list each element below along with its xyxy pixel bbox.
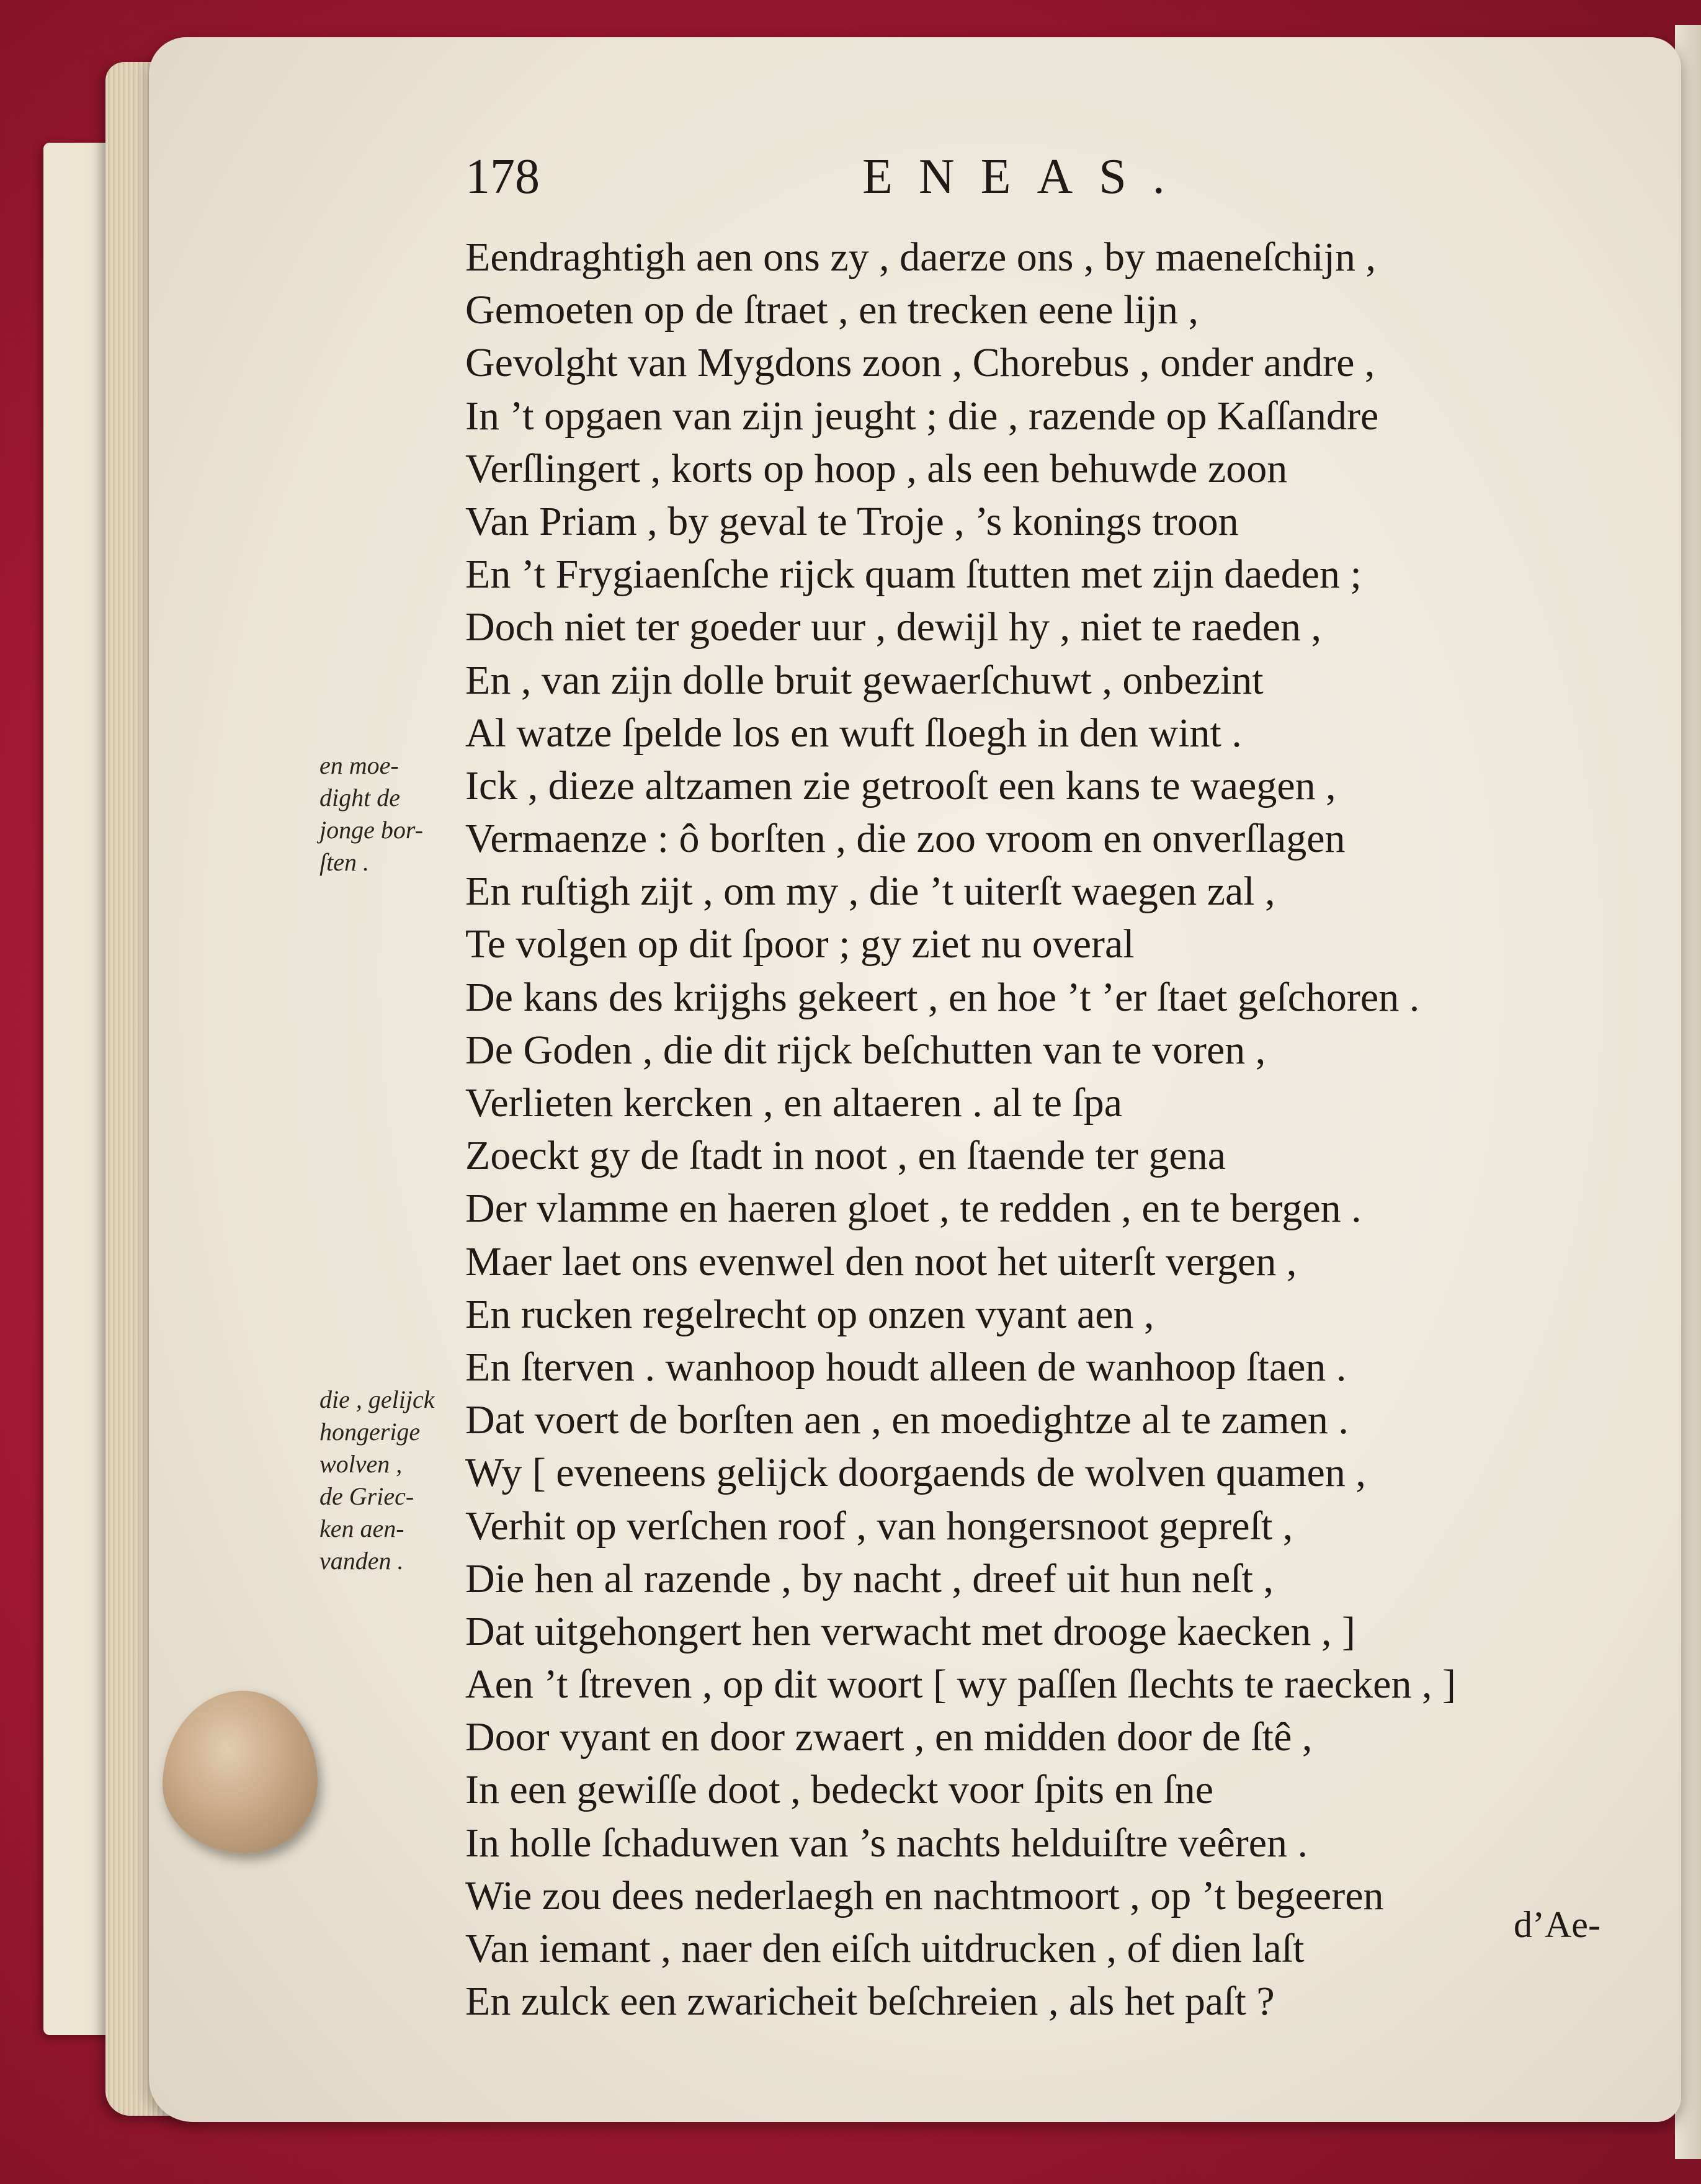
verse-line: Wy [ eveneens gelijck doorgaends de wolven quamen , — [465, 1450, 1366, 1496]
page-number: 178 — [465, 150, 540, 204]
verse-line: Der vlamme en haeren gloet , te redden , en te bergen . — [465, 1186, 1362, 1232]
running-head: ENEAS. — [862, 150, 1191, 204]
verse-line: Verhit op verſchen roof , van hongersnoot gepreſt , — [465, 1503, 1293, 1549]
margin-note-line: dight de — [319, 784, 400, 812]
verse-line: En ’t Frygiaenſche rijck quam ſtutten met zijn daeden ; — [465, 552, 1362, 597]
verse-line: Die hen al razende , by nacht , dreef uit hun neſt , — [465, 1555, 1274, 1601]
verse-line: En , van zijn dolle bruit gewaerſchuwt , onbezint — [465, 657, 1264, 703]
verse-line: Van Priam , by geval te Troje , ’s konings troon — [465, 498, 1239, 544]
verse-line: Doch niet ter goeder uur , dewijl hy , niet te raeden , — [465, 604, 1322, 650]
verse-line: Al watze ſpelde los en wuft ſloegh in den wint . — [465, 710, 1242, 756]
verse-line: Gemoeten op de ſtraet , en trecken eene lijn , — [465, 287, 1199, 333]
verse-line: En zulck een zwaricheit beſchreien , als het paſt ? — [465, 1979, 1275, 2025]
verse-line: Vermaenze : ô borſten , die zoo vroom en onverſlagen — [465, 816, 1346, 862]
verse-line: Van iemant , naer den eiſch uitdrucken , of dien laſt — [465, 1926, 1305, 1971]
verse-line: Wie zou dees nederlaegh en nachtmoort , op ’t begeeren — [465, 1873, 1384, 1918]
margin-note-line: die , gelijck — [319, 1385, 435, 1413]
verse-line: Verlieten kercken , en altaeren . al te ſpa — [465, 1080, 1123, 1126]
margin-note-line: ken aen- — [319, 1515, 404, 1542]
verse-line: En ruſtigh zijt , om my , die ’t uiterſt waegen zal , — [465, 869, 1275, 915]
margin-note-line: en moe- — [319, 751, 399, 779]
verse-line: De kans des krijghs gekeert , en hoe ’t ’er ſtaet geſchoren . — [465, 974, 1420, 1020]
margin-note-line: vanden . — [319, 1547, 404, 1575]
verse-line: Ick , dieze altzamen zie getrooſt een kans te waegen , — [465, 763, 1336, 808]
verse-line: In holle ſchaduwen van ’s nachts helduiſtre veêren . — [465, 1820, 1308, 1866]
margin-note-line: wolven , — [319, 1450, 403, 1478]
verse-line: Aen ’t ſtreven , op dit woort [ wy paſſen ſlechts te raecken , ] — [465, 1662, 1456, 1707]
verse-line: Gevolght van Mygdons zoon , Chorebus , onder andre , — [465, 340, 1375, 386]
verse-line: Maer laet ons evenwel den noot het uiterſt vergen , — [465, 1238, 1297, 1284]
verse-line: Dat voert de borſten aen , en moedightze al te zamen . — [465, 1397, 1349, 1443]
margin-note-2 — [319, 1384, 434, 1577]
verse-line: Verſlingert , korts op hoop , als een behuwde zoon — [465, 445, 1288, 491]
margin-note-1 — [319, 750, 423, 879]
verse-line: In een gewiſſe doot , bedeckt voor ſpits en ſne — [465, 1767, 1213, 1813]
verse-line: In ’t opgaen van zijn jeught ; die , razende op Kaſſandre — [465, 393, 1379, 439]
verse-line: En ſterven . wanhoop houdt alleen de wanhoop ſtaen . — [465, 1344, 1347, 1390]
verse-line: En rucken regelrecht op onzen vyant aen , — [465, 1291, 1154, 1337]
verse-line: Te volgen op dit ſpoor ; gy ziet nu overal — [465, 921, 1135, 967]
verse-text — [465, 231, 1644, 2028]
verse-line: Door vyant en door zwaert , en midden door de ſtê , — [465, 1714, 1313, 1760]
margin-note-line: jonge bor- — [319, 816, 423, 844]
verse-line: Zoeckt gy de ſtadt in noot , en ſtaende ter gena — [465, 1133, 1226, 1179]
margin-note-line: ſten . — [319, 848, 369, 876]
margin-note-line: hongerige — [319, 1418, 421, 1446]
verse-line: Eendraghtigh aen ons zy , daerze ons , by maeneſchijn , — [465, 235, 1376, 280]
margin-note-line: de Griec- — [319, 1482, 414, 1510]
verse-line: Dat uitgehongert hen verwacht met drooge kaecken , ] — [465, 1608, 1355, 1654]
catchword: d’Ae- — [1514, 1904, 1601, 1945]
verse-line: De Goden , die dit rijck beſchutten van te voren , — [465, 1027, 1266, 1073]
